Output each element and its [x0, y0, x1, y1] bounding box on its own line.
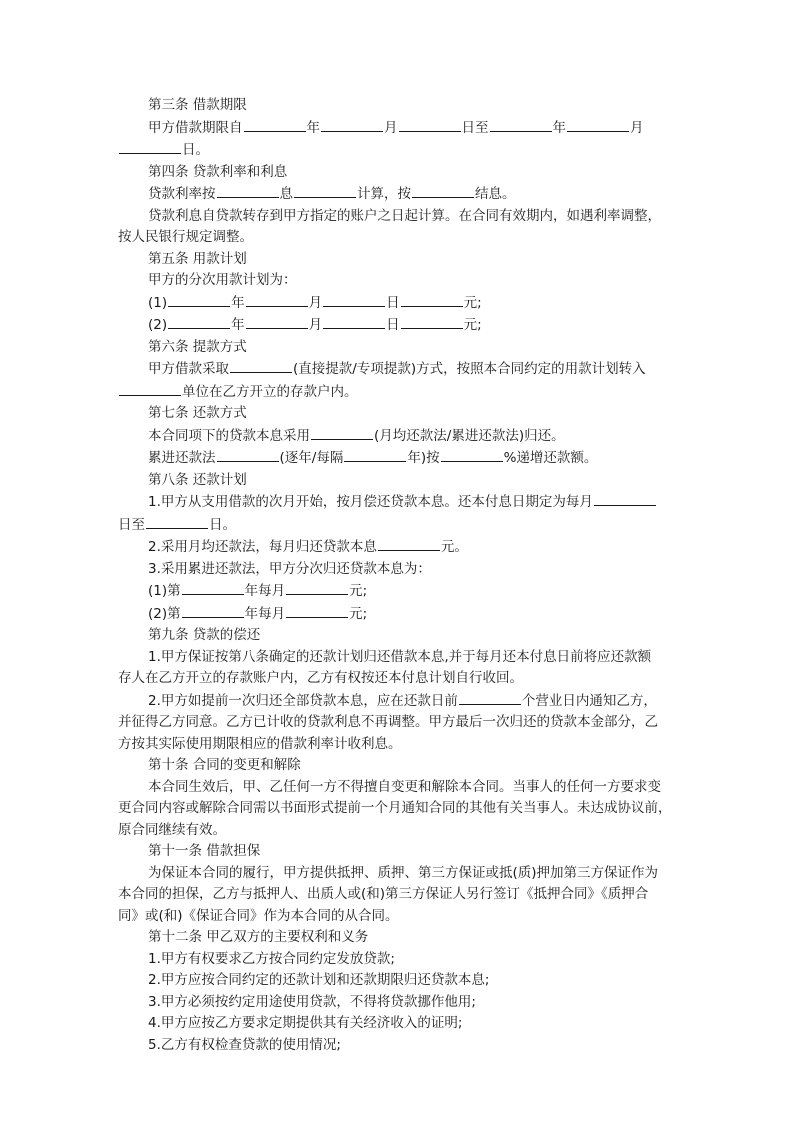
- text: 累进还款法: [148, 450, 216, 466]
- text: 息: [279, 186, 293, 202]
- article-11-line-3: 同》或(和)《保证合同》作为本合同的从合同。: [118, 907, 399, 924]
- article-6-line-1: [118, 358, 678, 381]
- blank-field: [401, 314, 463, 329]
- text: 计算，按: [357, 186, 411, 202]
- text: (直接提款/专项提款)方式，按照本合同约定的用款计划转入: [293, 361, 646, 377]
- text: %递增还款额。: [503, 450, 598, 466]
- blank-field: [412, 183, 474, 198]
- text: (月均还款法/累进还款法)归还。: [374, 427, 565, 444]
- text: 个营业日内通知乙方，: [521, 692, 657, 709]
- blank-field: [294, 183, 356, 198]
- text: 元;: [349, 605, 368, 622]
- article-8-item-1: [118, 491, 678, 514]
- article-3-line-2: [118, 139, 678, 162]
- blank-field: [246, 292, 308, 307]
- article-5-intro: 甲方的分次用款计划为：: [148, 272, 297, 288]
- text: 年)按: [407, 450, 440, 466]
- blank-field: [146, 514, 208, 529]
- blank-field: [119, 381, 181, 396]
- blank-field: [594, 491, 656, 506]
- text: 日: [386, 294, 400, 311]
- article-12-item-4: 4.甲方应按乙方要求定期提供其有关经济收入的证明;: [148, 1015, 463, 1031]
- text: 年: [552, 119, 566, 136]
- plan-item-1: [118, 292, 678, 315]
- item-number: (2): [148, 317, 168, 333]
- article-11-line-2: 本合同的担保，乙方与抵押人、出质人或(和)第三方保证人另行签订《抵押合同》《质押合: [118, 886, 649, 902]
- text: (1)第: [148, 583, 181, 599]
- article-3-heading: 第三条 借款期限: [148, 97, 247, 113]
- article-9-heading: 第九条 贷款的偿还: [148, 627, 261, 643]
- text: 年每月: [244, 583, 286, 599]
- article-8-sub-1: [118, 580, 678, 603]
- article-9-para-1-line-1: 1.甲方保证按第八条确定的还款计划归还借款本息,并于每月还本付息日前将应还款额: [148, 648, 652, 665]
- plan-item-2: [118, 314, 678, 337]
- article-10-heading: 第十条 合同的变更和解除: [148, 757, 301, 773]
- article-10-line-3: 原合同继续有效。: [118, 821, 226, 838]
- article-10-line-1: 本合同生效后，甲、乙任何一方不得擅自变更和解除本合同。当事人的任何一方要求变: [148, 778, 661, 795]
- blank-field: [119, 139, 181, 154]
- article-9-para-2-line-3: 方按其实际使用期限相应的借款利率计收利息。: [118, 735, 402, 752]
- article-8-item-1-cont: [118, 514, 678, 537]
- article-6-heading: 第六条 提款方式: [148, 338, 247, 355]
- article-12-item-1: 1.甲方有权要求乙方按合同约定发放贷款;: [148, 950, 395, 967]
- article-12-item-3: 3.甲方必须按约定用途使用贷款，不得将贷款挪作他用;: [148, 993, 476, 1010]
- text: 1.甲方从支用借款的次月开始，按月偿还贷款本息。还本付息日期定为每月: [148, 494, 593, 510]
- blank-field: [399, 117, 461, 132]
- blank-field: [246, 314, 308, 329]
- text: 元;: [463, 294, 482, 311]
- article-11-heading: 第十一条 借款担保: [148, 843, 261, 859]
- blank-field: [321, 117, 383, 132]
- article-4-heading: 第四条 贷款利率和利息: [148, 163, 288, 180]
- article-12-item-5: 5.乙方有权检查贷款的使用情况;: [148, 1036, 341, 1053]
- text: 2.采用月均还款法，每月归还贷款本息: [148, 539, 377, 555]
- text: 结息。: [475, 186, 516, 202]
- article-9-para-2-line-1: [118, 690, 678, 713]
- text: 甲方借款期限自: [148, 119, 243, 136]
- text: 月: [384, 119, 398, 136]
- article-9-para-2-line-2: 并征得乙方同意。乙方已计收的贷款利息不再调整。甲方最后一次归还的贷款本金部分，乙: [118, 714, 658, 730]
- article-4-para-line-2: 按人民银行规定调整。: [118, 229, 253, 245]
- blank-field: [323, 292, 385, 307]
- article-8-sub-2: [118, 603, 678, 626]
- blank-field: [401, 292, 463, 307]
- text: 元;: [463, 317, 482, 333]
- blank-field: [168, 292, 230, 307]
- article-4-line-1: [118, 183, 678, 206]
- blank-field: [286, 603, 348, 618]
- blank-field: [323, 314, 385, 329]
- text: 年每月: [244, 605, 286, 622]
- text: 日至: [118, 516, 145, 533]
- article-7-line-1: [118, 425, 678, 448]
- article-10-line-2: 更合同内容或解除合同需以书面形式提前一个月通知合同的其他有关当事人。未达成协议前，: [118, 800, 672, 816]
- text: 单位在乙方开立的存款户内。: [182, 383, 358, 400]
- blank-field: [230, 358, 292, 373]
- article-8-item-2: [118, 536, 678, 559]
- text: (逐年/每隔: [279, 450, 344, 466]
- blank-field: [378, 536, 440, 551]
- text: 月: [308, 317, 323, 333]
- blank-field: [217, 183, 279, 198]
- text: 日至: [461, 119, 489, 136]
- text: 年: [231, 294, 245, 311]
- blank-field: [459, 690, 521, 705]
- blank-field: [441, 447, 503, 462]
- text: 月: [630, 119, 644, 136]
- blank-field: [344, 447, 406, 462]
- text: 日。: [182, 142, 209, 158]
- blank-field: [567, 117, 629, 132]
- article-5-heading: 第五条 用款计划: [148, 250, 247, 267]
- item-number: (1): [148, 294, 168, 311]
- text: 元。: [440, 539, 468, 555]
- blank-field: [311, 425, 373, 440]
- text: 日: [386, 317, 400, 333]
- article-12-heading: 第十二条 甲乙双方的主要权利和义务: [148, 929, 369, 945]
- article-9-para-1-line-2: 存人在乙方开立的存款账户内，乙方有权按还本付息计划自行收回。: [118, 670, 523, 686]
- article-6-line-2: [118, 381, 678, 404]
- text: 本合同项下的贷款本息采用: [148, 427, 310, 444]
- text: 年: [231, 317, 245, 333]
- contract-page: [118, 95, 678, 1056]
- text: 日。: [209, 516, 236, 533]
- article-7-line-2: [118, 447, 678, 470]
- text: 2.甲方如提前一次归还全部贷款本息，应在还款日前: [148, 692, 458, 709]
- text: (2)第: [148, 605, 181, 622]
- text: 甲方借款采取: [148, 361, 229, 377]
- blank-field: [490, 117, 552, 132]
- blank-field: [286, 580, 348, 595]
- blank-field: [182, 580, 244, 595]
- text: 年: [306, 119, 320, 136]
- article-11-line-1: 为保证本合同的履行，甲方提供抵押、质押、第三方保证或抵(质)押加第三方保证作为: [148, 864, 659, 881]
- blank-field: [168, 314, 230, 329]
- article-8-heading: 第八条 还款计划: [148, 471, 247, 488]
- article-3-line-1: [118, 117, 678, 140]
- text: 元;: [349, 583, 368, 599]
- blank-field: [217, 447, 279, 462]
- text: 贷款利率按: [148, 186, 216, 202]
- article-7-heading: 第七条 还款方式: [148, 405, 247, 421]
- blank-field: [182, 603, 244, 618]
- text: 月: [308, 294, 323, 311]
- article-12-item-2: 2.甲方应按合同约定的还款计划和还款期限归还贷款本息;: [148, 972, 490, 988]
- article-4-para-line-1: 贷款利息自贷款转存到甲方指定的账户之日起计算。在合同有效期内，如遇利率调整，: [148, 207, 661, 224]
- blank-field: [244, 117, 306, 132]
- article-8-item-3: 3.采用累进还款法，甲方分次归还贷款本息为：: [148, 560, 431, 577]
